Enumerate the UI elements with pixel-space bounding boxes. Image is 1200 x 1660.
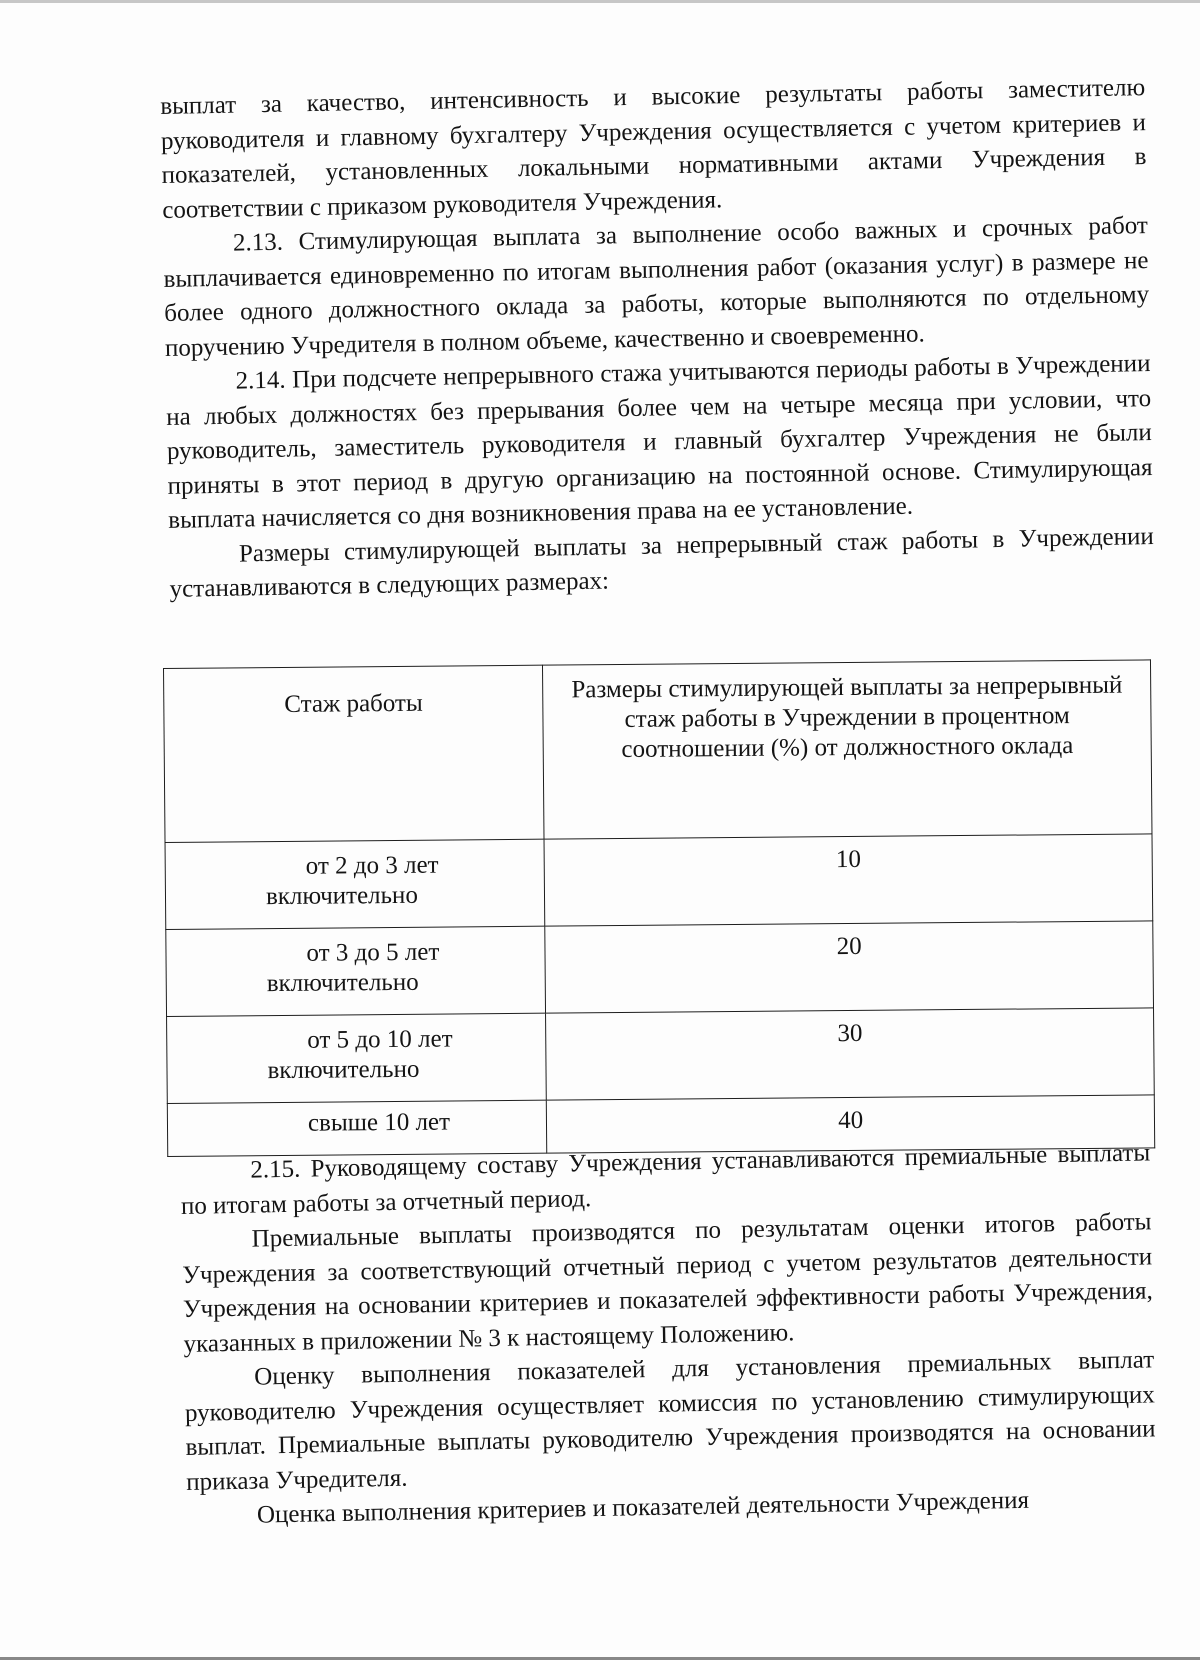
cell-stazh: свыше 10 лет [167, 1100, 547, 1156]
paragraph-table-intro: Размеры стимулирующей выплаты за непрерывный стаж работы в Учреждении устанавливаются в следующих размерах: [169, 522, 1155, 603]
paragraph-continuation: выплат за качество, интенсивность и высокие результаты работы заместителю руководителя и главному бухгалтеру Учреждения осуществляется с учетом критериев и показателей, установленных локальными нормативными актами Учреждения в соответствии с приказом руководителя Учреждения. [160, 74, 1147, 224]
paragraph-2-13: 2.13. Стимулирующая выплата за выполнение особо важных и срочных работ выплачивается единовременно по итогам выполнения работ (оказания услуг) в размере не более одного должностного оклада за работы, которые выполняются по отдельному поручению Учредителя в полном объеме, качественно и своевременно. [163, 212, 1150, 362]
paragraph-2-15: 2.15. Руководящему составу Учреждения устанавливаются премиальные выплаты по итогам работы за отчетный период. [180, 1139, 1151, 1220]
table-header-row [164, 660, 1152, 843]
header-razmery: Размеры стимулирующей выплаты за непрерывный стаж работы в Учреждении в процентном соотношении (%) от должностного оклада [543, 660, 1152, 839]
table-row [166, 921, 1154, 1017]
cell-value: 40 [547, 1095, 1155, 1153]
cell-stazh: от 2 до 3 лет включительно [165, 839, 545, 929]
table-row [167, 1008, 1155, 1104]
paragraph-ocenku: Оценку выполнения показателей для установления премиальных выплат руководителю Учреждения осуществляет комиссия по установлению стимулирующих выплат. Премиальные выплаты руководителю Учреждения производятся на основании приказа Учредителя. [184, 1346, 1156, 1496]
header-stazh: Стаж работы [164, 665, 545, 842]
cell-value: 30 [546, 1008, 1154, 1100]
paragraph-ocenka: Оценка выполнения критериев и показателей деятельности Учреждения [256, 1486, 1030, 1529]
top-text-block [160, 71, 1155, 607]
cell-stazh: от 5 до 10 лет включительно [167, 1013, 547, 1103]
bottom-text-block [180, 1136, 1157, 1534]
stazh-table [163, 659, 1155, 1157]
cell-value: 20 [545, 921, 1153, 1013]
stazh-table-container [163, 659, 1155, 1157]
cell-value: 10 [544, 834, 1152, 926]
paragraph-2-14: 2.14. При подсчете непрерывного стажа учитываются периоды работы в Учреждении на любых должностях без прерывания более чем на четыре месяца при условии, что руководитель, заместитель руководителя и главный бухгалтер Учреждения не были приняты в этот период в другую организацию на постоянной основе. Стимулирующая выплата начисляется со дня возникновения права на ее установление. [166, 350, 1153, 534]
scan-top-edge [0, 0, 1200, 3]
table-row [165, 834, 1153, 930]
cell-stazh: от 3 до 5 лет включительно [166, 926, 546, 1016]
paragraph-premialnye: Премиальные выплаты производятся по результатам оценки итогов работы Учреждения за соответствующий отчетный период с учетом результатов деятельности Учреждения на основании критериев и показателей эффективности работы Учреждения, указанных в приложении № 3 к настоящему Положению. [182, 1208, 1154, 1358]
